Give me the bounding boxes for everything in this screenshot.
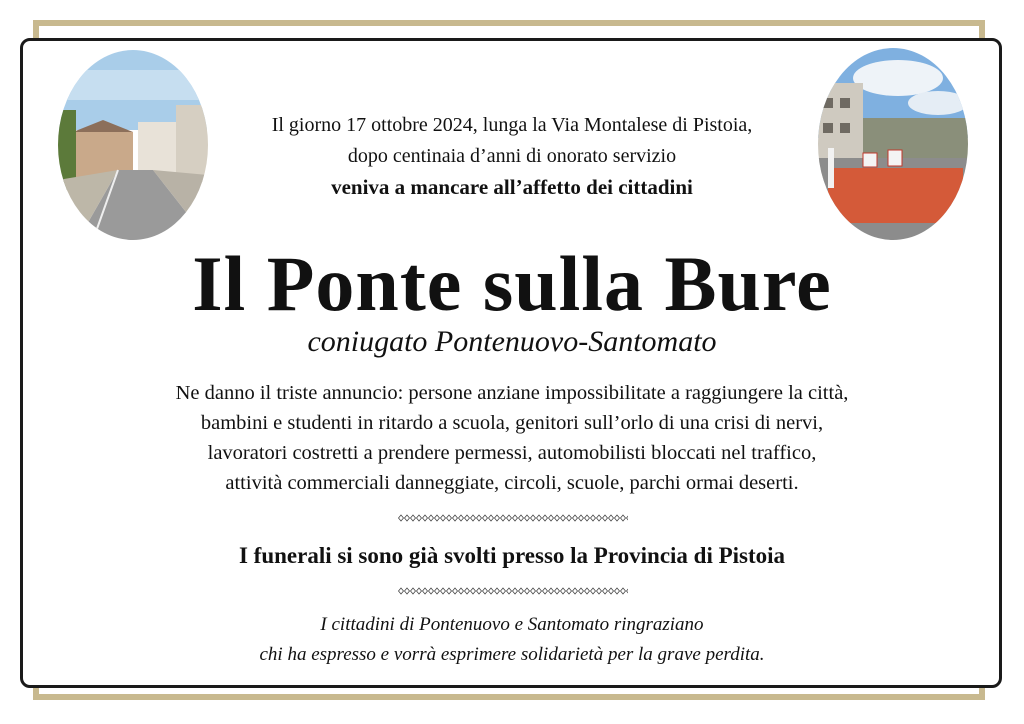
page-title: Il Ponte sulla Bure [192, 240, 832, 327]
thanks-paragraph [0, 610, 1024, 670]
body-line: Ne danno il triste annuncio: persone anziane impossibilitate a raggiungere la città, [175, 382, 849, 404]
body-line: lavoratori costretti a prendere permessi, automobilisti bloccati nel traffico, [207, 442, 817, 464]
funeral-notice: I funerali si sono già svolti presso la Provincia di Pistoia [238, 543, 786, 568]
thanks-line-1: I cittadini di Pontenuovo e Santomato ringraziano [320, 614, 704, 635]
body-line: attività commerciali danneggiate, circoli, scuole, parchi ormai deserti. [225, 472, 799, 494]
intro-line-2: dopo centinaia d’anni di onorato servizio [347, 145, 677, 167]
announcement-body [0, 378, 1024, 498]
intro-line-1: Il giorno 17 ottobre 2024, lunga la Via Montalese di Pistoia, [271, 114, 753, 136]
decorative-separator [398, 587, 628, 595]
thanks-line-2: chi ha espresso e vorrà esprimere solidarietà per la grave perdita. [259, 644, 765, 665]
intro-paragraph [0, 110, 1024, 203]
decorative-separator [398, 514, 628, 522]
subtitle: coniugato Pontenuovo-Santomato [307, 325, 717, 358]
body-line: bambini e studenti in ritardo a scuola, genitori sull’orlo di una crisi di nervi, [200, 412, 824, 434]
intro-line-3: veniva a mancare all’affetto dei cittadini [331, 175, 693, 199]
